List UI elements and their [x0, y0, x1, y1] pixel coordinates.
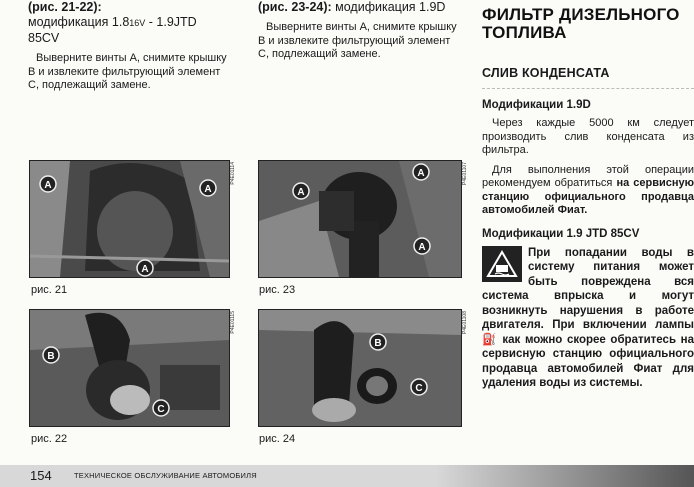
mod1-paragraph-1: Через каждые 5000 км следует производить слив конденсата из фильтра. — [482, 117, 694, 156]
footer-section-text: ТЕХНИЧЕСКОЕ ОБСЛУЖИВАНИЕ АВТОМОБИЛЯ — [74, 471, 257, 480]
figure-22-caption: рис. 22 — [31, 433, 68, 445]
figure-21-caption: рис. 21 — [31, 284, 68, 296]
svg-text:A: A — [44, 180, 52, 191]
footer-shade — [436, 465, 694, 487]
warning-text: При попадании воды в систему питания может быть повреждена вся система впрыска и могут возникнуть нарушения в работе двигателя. При включении лампы ⛽ как можно скорее обратитесь на сервисную станцию официального продавца автомобилей Фиат для удаления воды из системы. — [482, 246, 694, 389]
page-number: 154 — [30, 468, 52, 483]
fig22-label-b — [43, 347, 59, 363]
left-heading-small: 16V — [129, 18, 146, 28]
mod1-p2-normal: Для выполнения этой операции рекомендуем обратиться — [482, 163, 694, 189]
left-heading — [28, 0, 228, 46]
figure-23-photo — [258, 160, 462, 278]
figure-23-caption: рис. 23 — [259, 284, 296, 296]
middle-heading-bold: (рис. 23-24): — [258, 0, 332, 14]
fig21-label-a3 — [137, 260, 153, 276]
svg-text:A: A — [417, 168, 425, 179]
fig23-label-a1 — [293, 183, 309, 199]
figure-22-photo — [29, 309, 230, 427]
left-instruction: Выверните винты A, снимите крышку B и извлеките фильтрующий элемент C, подлежащий замене. — [28, 52, 227, 91]
svg-text:B: B — [374, 338, 382, 349]
figure-21-code: P4E01114 — [230, 162, 236, 185]
figure-21-photo — [29, 160, 230, 278]
middle-heading-rest: модификация 1.9D — [331, 0, 446, 14]
fig21-label-a1 — [40, 176, 56, 192]
page-title — [482, 6, 694, 42]
warning-box — [482, 246, 694, 391]
right-column — [482, 0, 694, 391]
middle-column — [258, 0, 463, 62]
svg-text:A: A — [297, 187, 305, 198]
left-heading-bold: (рис. 21-22): — [28, 0, 102, 14]
svg-text:C: C — [415, 383, 423, 394]
section-title: СЛИВ КОНДЕНСАТА — [482, 66, 694, 89]
figure-24-caption: рис. 24 — [259, 433, 296, 445]
page-title-line1: ФИЛЬТР ДИЗЕЛЬНОГО — [482, 5, 680, 24]
mod1-p2-bold: на сервисную станцию официального продавца автомобилей Фиат. — [482, 177, 694, 216]
fig24-label-b — [370, 334, 386, 350]
fig23-label-a2 — [413, 164, 429, 180]
mod1-paragraph-2 — [482, 164, 694, 218]
middle-instruction: Выверните винты A, снимите крышку B и извлеките фильтрующий элемент C, подлежащий замене. — [258, 21, 457, 60]
left-heading-tail: - 1.9JTD 85CV — [28, 15, 197, 45]
fig24-label-c — [411, 379, 427, 395]
figure-23-code: P4E01107 — [462, 162, 468, 185]
water-in-fuel-warning-icon — [482, 246, 522, 282]
svg-text:B: B — [47, 351, 55, 362]
page-title-line2: ТОПЛИВА — [482, 23, 567, 42]
svg-text:C: C — [157, 404, 165, 415]
mod1-title: Модификации 1.9D — [482, 99, 591, 111]
figure-24-code: P4E01108 — [462, 311, 468, 334]
svg-text:A: A — [141, 264, 149, 275]
left-heading-rest: модификация 1.8 — [28, 15, 130, 29]
figure-22-code: P4E01115 — [230, 311, 236, 334]
fig22-label-c — [153, 400, 169, 416]
figure-24-photo — [258, 309, 462, 427]
fig23-label-a3 — [414, 238, 430, 254]
svg-text:A: A — [204, 184, 212, 195]
fig21-label-a2 — [200, 180, 216, 196]
middle-heading — [258, 0, 463, 15]
mod2-title: Модификации 1.9 JTD 85CV — [482, 227, 640, 240]
left-column — [28, 0, 228, 93]
svg-text:A: A — [418, 242, 426, 253]
